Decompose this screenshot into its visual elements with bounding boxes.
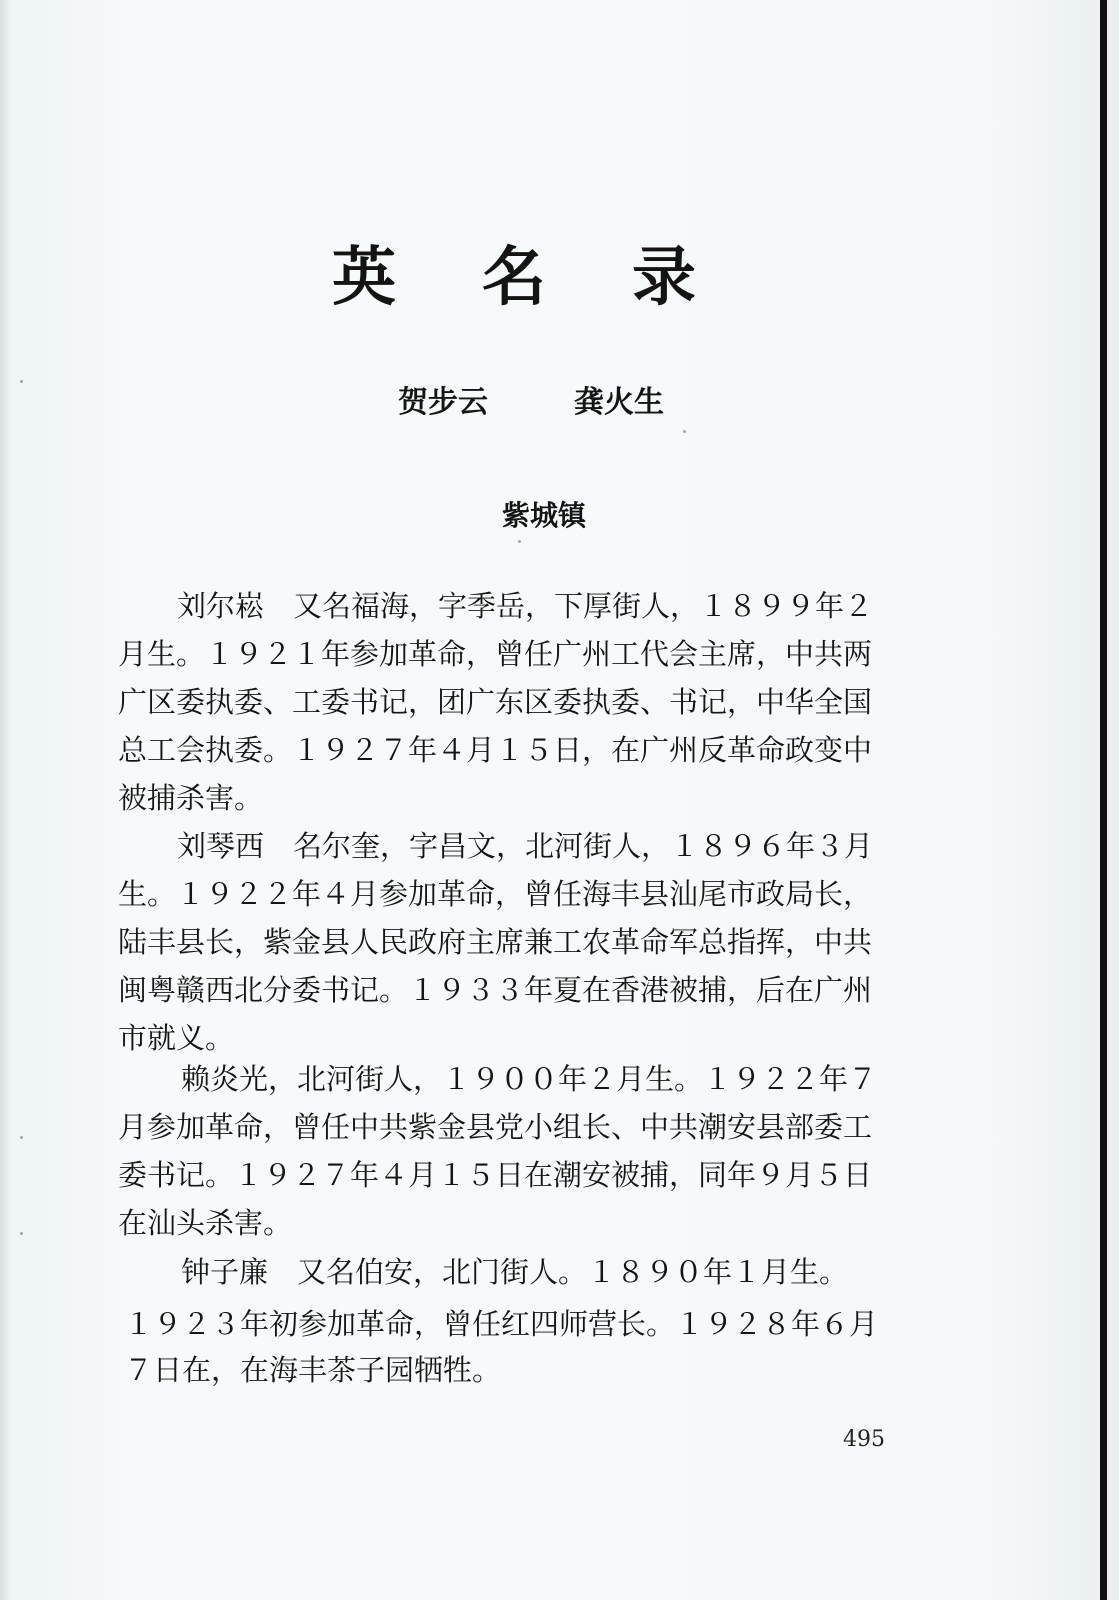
- body-text-line: １９２３年初参加革命，曾任红四师营长。１９２８年６月: [124, 1307, 879, 1341]
- scan-speck: [20, 1136, 23, 1139]
- body-text-line: 闽粤赣西北分委书记。１９３３年夏在香港被捕，后在广州: [118, 973, 873, 1007]
- page-title: 英名录: [332, 240, 782, 315]
- body-text-line: 月参加革命，曾任中共紫金县党小组长、中共潮安县部委工: [118, 1110, 873, 1144]
- body-text-line: 总工会执委。１９２７年４月１５日，在广州反革命政变中: [118, 733, 873, 767]
- page-number: 495: [843, 1427, 885, 1452]
- scan-left-edge: [0, 0, 12, 1600]
- body-text-line: 钟子廉 又名伯安，北门街人。１８９０年１月生。: [181, 1255, 849, 1289]
- scan-speck: [683, 430, 686, 433]
- section-title: 紫城镇: [502, 499, 587, 532]
- body-text-line: 生。１９２２年４月参加革命，曾任海丰县汕尾市政局长，: [118, 877, 873, 911]
- scan-speck: [20, 1232, 23, 1235]
- scan-speck: [518, 540, 521, 543]
- body-text-line: 陆丰县长，紫金县人民政府主席兼工农革命军总指挥，中共: [118, 925, 873, 959]
- body-text-line: 赖炎光，北河街人，１９００年２月生。１９２２年７: [181, 1062, 878, 1096]
- body-text-line: 委书记。１９２７年４月１５日在潮安被捕，同年９月５日: [118, 1158, 873, 1192]
- author-name: 龚火生: [574, 385, 664, 420]
- author-name: 贺步云: [398, 385, 488, 420]
- scan-speck: [20, 380, 23, 383]
- body-text-line: 在汕头杀害。: [118, 1206, 293, 1240]
- scan-right-edge-rule: [1100, 0, 1107, 1600]
- body-text-line: 刘尔崧 又名福海，字季岳，下厚街人，１８９９年２: [177, 589, 874, 623]
- body-text-line: 月生。１９２１年参加革命，曾任广州工代会主席，中共两: [118, 637, 873, 671]
- body-text-line: 被捕杀害。: [118, 781, 264, 815]
- body-text-line: 刘琴西 名尔奎，字昌文，北河街人，１８９６年３月: [177, 829, 874, 863]
- body-text-line: 广区委执委、工委书记，团广东区委执委、书记，中华全国: [118, 685, 873, 719]
- body-text-line: 市就义。: [118, 1021, 235, 1055]
- body-text-line: ７日在，在海丰茶子园牺牲。: [124, 1353, 502, 1387]
